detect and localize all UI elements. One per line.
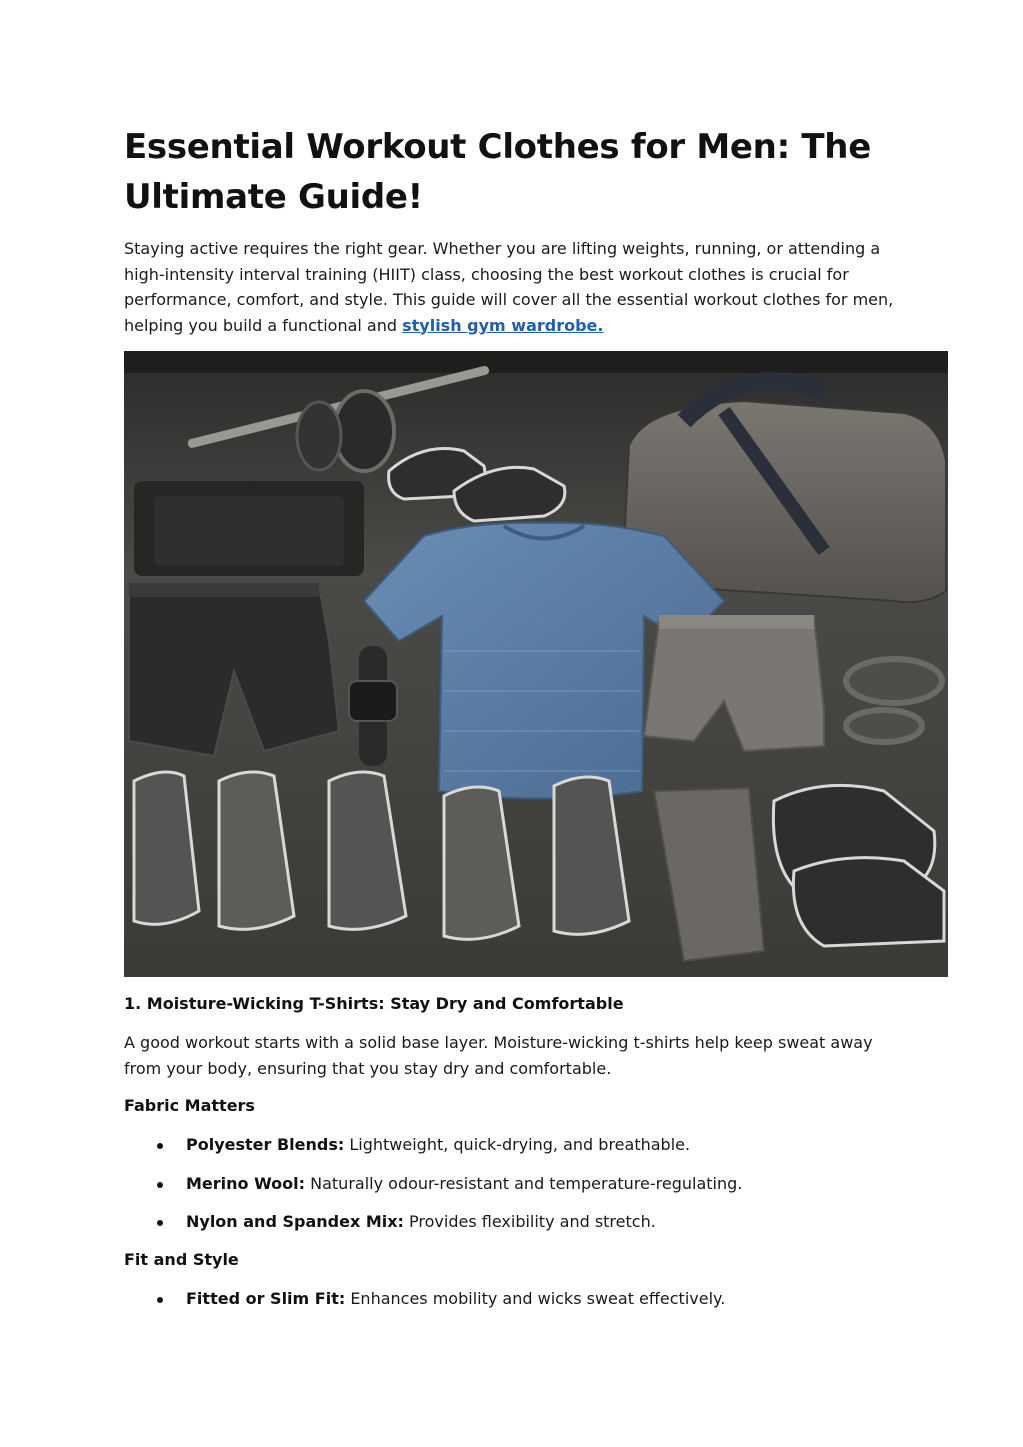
list-item-desc: Lightweight, quick-drying, and breathable. [344,1135,691,1154]
section-heading-tshirts: 1. Moisture-Wicking T-Shirts: Stay Dry and Comfortable [124,994,624,1013]
page-title: Essential Workout Clothes for Men: The Ultimate Guide! [124,127,871,217]
list-item-desc: Provides flexibility and stretch. [403,1212,656,1231]
list-item [124,1287,924,1311]
list-item [124,1172,924,1196]
intro-paragraph [124,236,914,338]
section-paragraph: A good workout starts with a solid base layer. Moisture-wicking t-shirts help keep sweat away from your body, ensuring that you stay dry and comfortable. [124,1033,873,1078]
list-item [124,1133,924,1157]
fit-list [124,1287,924,1326]
list-item [124,1210,924,1234]
list-item-desc: Enhances mobility and wicks sweat effectively. [345,1289,726,1308]
list-item-term: Fitted or Slim Fit: [186,1289,346,1308]
gym-wardrobe-link[interactable]: stylish gym wardrobe. [402,315,604,335]
fabric-list [124,1133,924,1249]
list-item-term: Polyester Blends: [186,1135,345,1154]
folded-shirt-icon [134,481,364,576]
fabric-heading: Fabric Matters [124,1096,255,1115]
list-item-desc: Naturally odour-resistant and temperature-regulating. [305,1173,743,1193]
fit-heading: Fit and Style [124,1250,239,1269]
list-item-term: Nylon and Spandex Mix: [186,1212,404,1231]
bullet-icon [157,1220,163,1226]
hero-image [124,351,948,977]
bullet-icon [157,1182,163,1188]
workout-gear-illustration [124,351,948,977]
list-item-term: Merino Wool: [186,1173,306,1193]
bullet-icon [157,1143,163,1149]
bullet-icon [157,1297,163,1303]
intro-text: Staying active requires the right gear. Whether you are lifting weights, running, or attending a high-intensity interval training (HIIT) class, choosing the best workout clothes is crucial for performance, comfort, and style. This guide will cover all the essential workout clothes for men, helping you build a functional and [124,239,894,335]
